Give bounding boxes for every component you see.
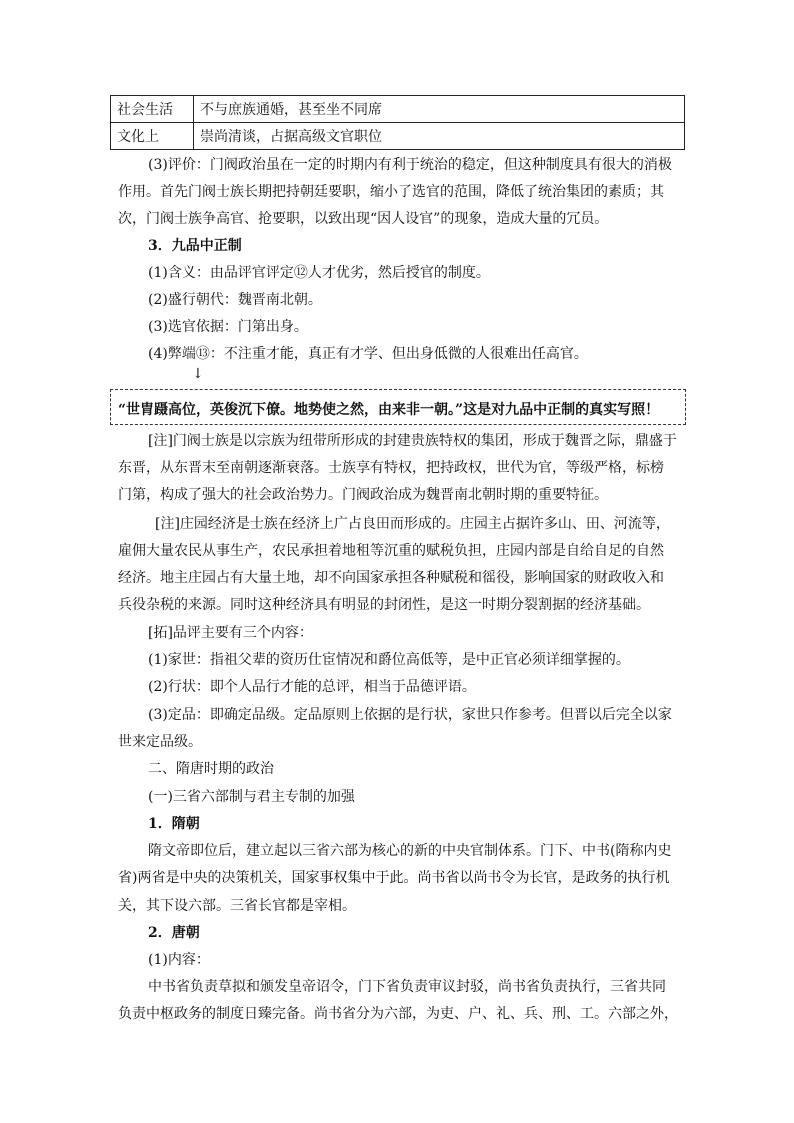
text-line: [拓]品评主要有三个内容：: [148, 625, 313, 641]
table-cell-key: 文化上: [111, 123, 194, 150]
text-line: 兵役杂税的来源。同时这种经济具有明显的封闭性，是这一时期分裂割据的经济基础。: [118, 597, 650, 613]
table-row: [111, 123, 685, 150]
text-line: [注]庄园经济是士族在经济上广占良田而形成的。庄园主占据许多山、田、河流等，: [155, 516, 670, 532]
text-line: (2)盛行朝代：魏晋南北朝。: [148, 292, 322, 308]
text-line: 省)两省是中央的决策机关，国家事权集中于此。尚书省以尚书令为长官，是政务的执行机: [118, 870, 670, 886]
down-arrow-icon: ↓: [192, 366, 204, 382]
text-line: 东晋，从东晋末至南朝逐渐衰落。士族享有特权，把持政权，世代为官，等级严格，标榜: [118, 460, 664, 476]
text-line: (一)三省六部制与君主专制的加强: [148, 789, 355, 805]
text-line: (1)家世：指祖父辈的资历仕宦情况和爵位高低等，是中正官必须详细掌握的。: [148, 652, 630, 668]
text-line: (1)内容：: [148, 952, 210, 968]
table-cell-value: 崇尚清谈，占据高级文官职位: [194, 123, 685, 150]
text-line: 次，门阀士族争高官、抢要职，以致出现“因人设官”的现象，造成大量的冗员。: [118, 211, 609, 227]
text-line: 中书省负责草拟和颁发皇帝诏令，门下省负责审议封驳，尚书省负责执行，三省共同: [148, 979, 666, 995]
text-line: (4)弊端⑬：不注重才能，真正有才学、但出身低微的人很难出任高官。: [148, 346, 588, 362]
quote-text: “世胄蹑高位，英俊沉下僚。地势使之然，由来非一朝。”这是对九品中正制的真实写照！: [118, 402, 660, 418]
text-line: 2．唐朝: [148, 925, 200, 941]
text-line: (3)选官依据：门第出身。: [148, 319, 308, 335]
text-line: 隋文帝即位后，建立起以三省六部为核心的新的中央官制体系。门下、中书(隋称内史: [148, 843, 672, 859]
text-line: 作用。首先门阀士族长期把持朝廷要职，缩小了选官的范围，降低了统治集团的素质；其: [118, 184, 664, 200]
text-line: 负责中枢政务的制度日臻完备。尚书省分为六部，为吏、户、礼、兵、刑、工。六部之外，: [118, 1006, 678, 1022]
text-line: 世来定品级。: [118, 734, 202, 750]
text-line: (1)含义：由品评官评定⑫人才优劣，然后授官的制度。: [148, 265, 490, 281]
text-line: [注]门阀士族是以宗族为纽带所形成的封建贵族特权的集团，形成于魏晋之际，鼎盛于: [148, 433, 677, 449]
text-line: 经济。地主庄园占有大量土地，却不向国家承担各种赋税和徭役，影响国家的财政收入和: [118, 570, 664, 586]
table-cell-value: 不与庶族通婚，甚至坐不同席: [194, 96, 685, 123]
social-structure-table: [110, 95, 685, 150]
table-cell-key: 社会生活: [111, 96, 194, 123]
text-line: 二、隋唐时期的政治: [148, 761, 274, 777]
text-line: 雇佣大量农民从事生产，农民承担着地租等沉重的赋税负担，庄园内部是自给自足的自然: [118, 543, 664, 559]
text-line: 门第，构成了强大的社会政治势力。门阀政治成为魏晋南北朝时期的重要特征。: [118, 487, 608, 503]
text-line: (3)定品：即确定品级。定品原则上依据的是行状，家世只作参考。但晋以后完全以家: [148, 707, 672, 723]
text-line: (3)评价：门阀政治虽在一定的时期内有利于统治的稳定，但这种制度具有很大的消极: [148, 157, 672, 173]
text-line: (2)行状：即个人品行才能的总评，相当于品德评语。: [148, 679, 476, 695]
text-line: 3．九品中正制: [148, 238, 242, 254]
text-line: 关，其下设六部。三省长官都是宰相。: [118, 898, 356, 914]
text-line: 1．隋朝: [148, 816, 200, 832]
table-row: [111, 96, 685, 123]
